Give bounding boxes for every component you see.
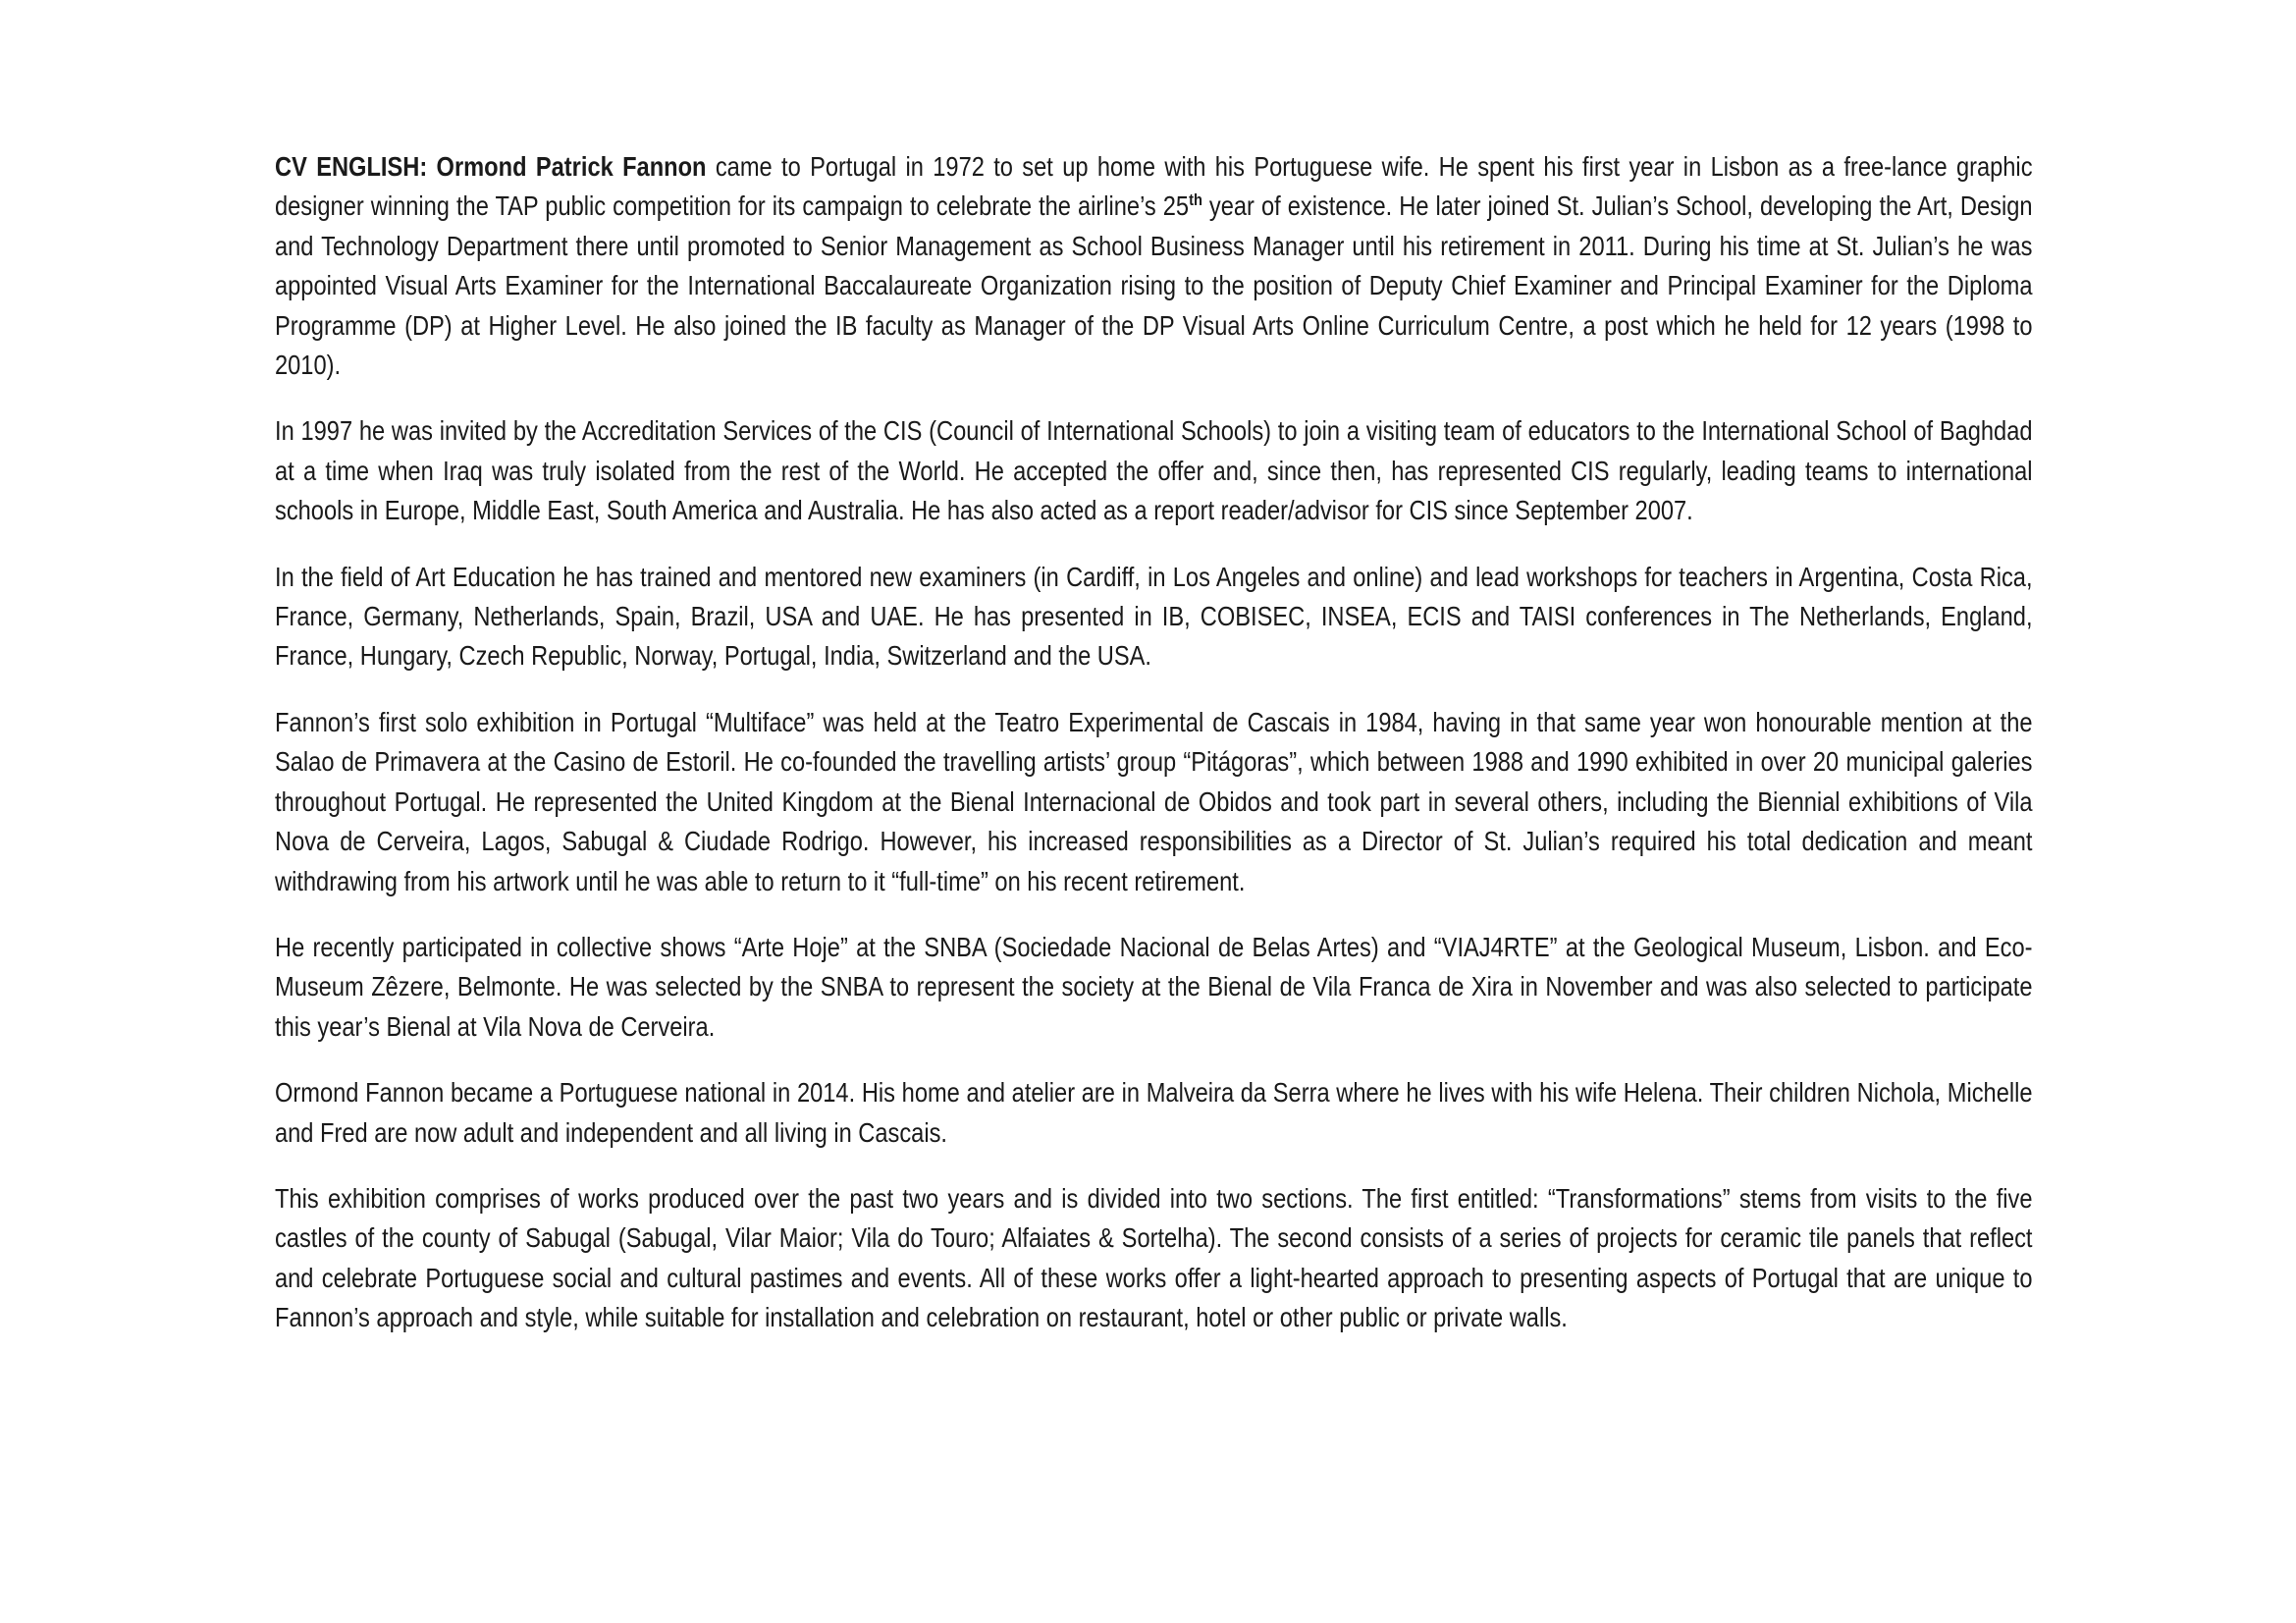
- paragraph-personal: Ormond Fannon became a Portuguese national in 2014. His home and atelier are in Malveira da Serra where he lives with his wife Helena. Their children Nichola, Michelle and Fred are now adult and independent and all living in Cascais.: [275, 1077, 2033, 1148]
- paragraph-text: came to Portugal in 1972 to set up home with his Portuguese wife. He spent his first year in Lisbon as a free-lance graphic designer winning the TAP public competition for its campaign to celebrate the airline’s 25: [275, 151, 2033, 222]
- document-page: [275, 147, 2033, 1338]
- paragraph-recent-shows: He recently participated in collective shows “Arte Hoje” at the SNBA (Sociedade Nacional de Belas Artes) and “VIAJ4RTE” at the Geological Museum, Lisbon. and Eco-Museum Zêzere, Belmonte. He was selected by the SNBA to represent the society at the Bienal de Vila Franca de Xira in November and was also selected to participate this year’s Bienal at Vila Nova de Cerveira.: [275, 931, 2033, 1042]
- paragraph-exhibitions: Fannon’s first solo exhibition in Portugal “Multiface” was held at the Teatro Experimental de Cascais in 1984, having in that same year won honourable mention at the Salao de Primavera at the Casino de Estoril. He co-founded the travelling artists’ group “Pitágoras”, which between 1988 and 1990 exhibited in over 20 municipal galeries throughout Portugal. He represented the United Kingdom at the Bienal Internacional de Obidos and took part in several others, including the Biennial exhibitions of Vila Nova de Cerveira, Lagos, Sabugal & Ciudade Rodrigo. However, his increased responsibilities as a Director of St. Julian’s required his total dedication and meant withdrawing from his artwork until he was able to return to it “full-time” on his recent retirement.: [275, 706, 2033, 896]
- paragraph-cis: In 1997 he was invited by the Accreditation Services of the CIS (Council of International Schools) to join a visiting team of educators to the International School of Baghdad at a time when Iraq was truly isolated from the rest of the World. He accepted the offer and, since then, has represented CIS regularly, leading teams to international schools in Europe, Middle East, South America and Australia. He has also acted as a report reader/advisor for CIS since September 2007.: [275, 415, 2033, 526]
- paragraph-text: year of existence. He later joined St. Julian’s School, developing the Art, Design and Technology Department there until promoted to Senior Management as School Business Manager until his retirement in 2011. During his time at St. Julian’s he was appointed Visual Arts Examiner for the International Baccalaureate Organization rising to the position of Deputy Chief Examiner and Principal Examiner for the Diploma Programme (DP) at Higher Level. He also joined the IB faculty as Manager of the DP Visual Arts Online Curriculum Centre, a post which he held for 12 years (1998 to 2010).: [275, 190, 2033, 381]
- paragraph-exhibition-description: This exhibition comprises of works produced over the past two years and is divided into two sections. The first entitled: “Transformations” stems from visits to the five castles of the county of Sabugal (Sabugal, Vilar Maior; Vila do Touro; Alfaiates & Sortelha). The second consists of a series of projects for ceramic tile panels that reflect and celebrate Portuguese social and cultural pastimes and events. All of these works offer a light-hearted approach to presenting aspects of Portugal that are unique to Fannon’s approach and style, while suitable for installation and celebration on restaurant, hotel or other public or private walls.: [275, 1182, 2033, 1333]
- paragraph-cv-intro: [275, 147, 2033, 385]
- paragraph-art-education: In the field of Art Education he has trained and mentored new examiners (in Cardiff, in Los Angeles and online) and lead workshops for teachers in Argentina, Costa Rica, France, Germany, Netherlands, Spain, Brazil, USA and UAE. He has presented in IB, COBISEC, INSEA, ECIS and TAISI conferences in The Netherlands, England, France, Hungary, Czech Republic, Norway, Portugal, India, Switzerland and the USA.: [275, 561, 2033, 672]
- cv-heading: CV ENGLISH: Ormond Patrick Fannon: [275, 151, 707, 182]
- superscript-th: th: [1189, 190, 1202, 210]
